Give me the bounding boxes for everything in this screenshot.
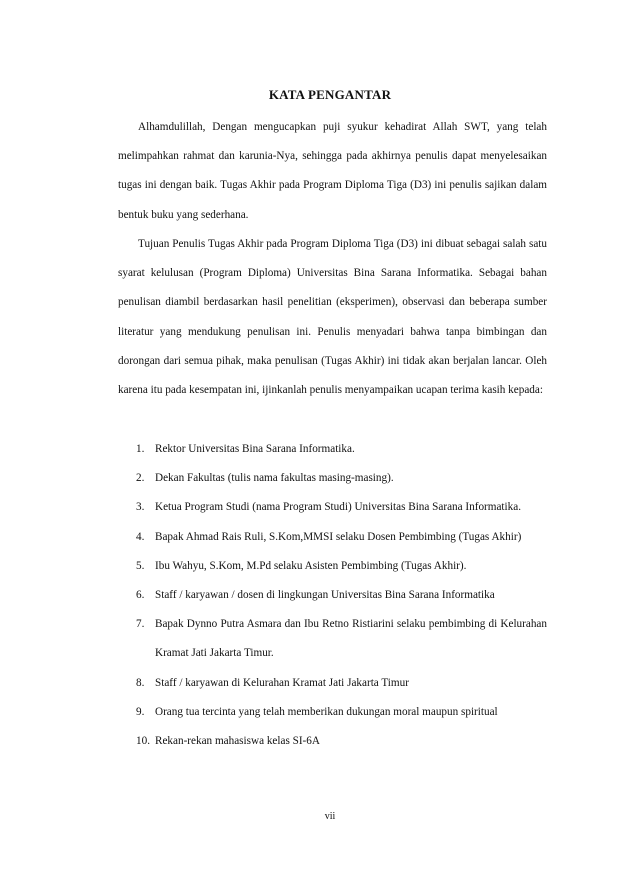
list-item (118, 698, 547, 727)
list-item-text: Bapak Dynno Putra Asmara dan Ibu Retno Ristiarini selaku pembimbing di Kelurahan Kramat Jati Jakarta Timur. (155, 618, 547, 660)
list-item-number: 2. (136, 472, 145, 485)
list-item (118, 493, 547, 522)
list-item-number: 4. (136, 530, 145, 543)
list-item-text: Staff / karyawan / dosen di lingkungan Universitas Bina Sarana Informatika (155, 589, 495, 602)
page-title: KATA PENGANTAR (268, 87, 392, 102)
list-item-text: Dekan Fakultas (tulis nama fakultas masing-masing). (155, 472, 394, 485)
list-item-number: 7. (136, 618, 145, 631)
list-item (118, 552, 547, 581)
list-item-text: Orang tua tercinta yang telah memberikan dukungan moral maupun spiritual (155, 705, 498, 718)
list-item-text: Staff / karyawan di Kelurahan Kramat Jati Jakarta Timur (155, 676, 409, 689)
list-item-number: 6. (136, 589, 145, 602)
list-item (118, 435, 547, 464)
list-item (118, 523, 547, 552)
list-item (118, 581, 547, 610)
list-item-number: 8. (136, 676, 145, 689)
list-item-number: 1. (136, 443, 145, 455)
list-item-text: Ketua Program Studi (nama Program Studi) Universitas Bina Sarana Informatika. (155, 501, 521, 514)
list-item-text: Ibu Wahyu, S.Kom, M.Pd selaku Asisten Pembimbing (Tugas Akhir). (155, 559, 467, 572)
list-item-number: 10. (136, 735, 150, 748)
list-item-number: 3. (136, 501, 145, 514)
list-item-number: 9. (136, 705, 145, 718)
paragraph-purpose: Tujuan Penulis Tugas Akhir pada Program Diploma Tiga (D3) ini dibuat sebagai salah satu syarat kelulusan (Program Diploma) Universitas Bina Sarana Informatika. Sebagai bahan penulisan diambil berdasarkan hasil penelitian (eksperimen), observasi dan beberapa sumber literatur yang mendukung penulisan ini. Penulis menyadari bahwa tanpa bimbingan dan dorongan dari semua pihak, maka penulisan (Tugas Akhir) ini tidak akan berjalan lancar. Oleh karena itu pada kesempatan ini, ijinkanlah penulis menyampaikan ucapan terima kasih kepada: (118, 238, 547, 397)
acknowledgement-list (118, 435, 547, 756)
list-item (118, 669, 547, 698)
page-number: vii (324, 811, 336, 822)
paragraph-intro: Alhamdulillah, Dengan mengucapkan puji syukur kehadirat Allah SWT, yang telah melimpahkan rahmat dan karunia-Nya, sehingga pada akhirnya penulis dapat menyelesaikan tugas ini dengan baik. Tugas Akhir pada Program Diploma Tiga (D3) ini penulis sajikan dalam bentuk buku yang sederhana. (118, 121, 547, 221)
list-item (118, 464, 547, 493)
list-item-text: Rektor Universitas Bina Sarana Informatika. (155, 443, 355, 455)
list-item (118, 610, 547, 668)
list-item-number: 5. (136, 559, 145, 572)
list-item-text: Bapak Ahmad Rais Ruli, S.Kom,MMSI selaku Dosen Pembimbing (Tugas Akhir) (155, 530, 522, 543)
list-item-text: Rekan-rekan mahasiswa kelas SI-6A (155, 735, 320, 748)
list-item (118, 727, 547, 756)
